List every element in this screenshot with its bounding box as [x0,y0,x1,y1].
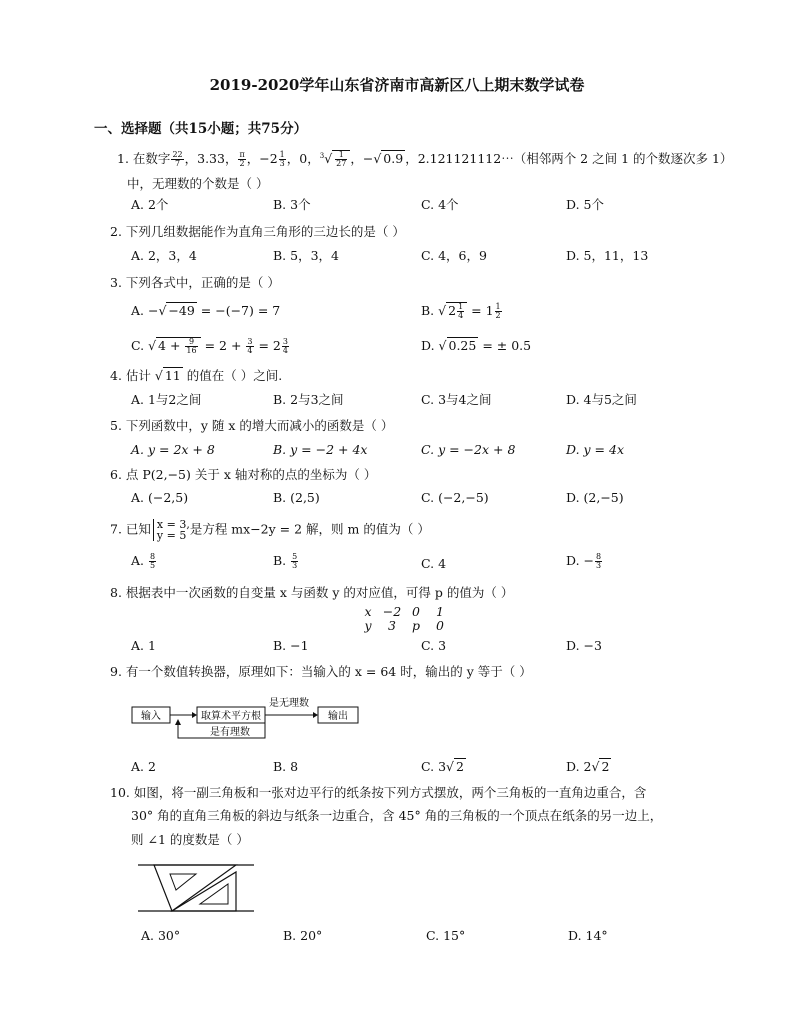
numerator: 3 [247,337,253,346]
rational-label: 是有理数 [210,727,250,738]
thirty-degree-triangle-hole [170,874,196,890]
option-prefix: D. − [566,553,594,568]
table-cell: 0 [412,604,420,619]
value-table [356,605,452,633]
table-cell: x [364,604,372,619]
table-cell: 0 [436,618,444,633]
numerator: 8 [149,552,156,561]
q4-option-d[interactable]: D. 4与5之间 [566,392,637,407]
numerator: 1 [335,151,347,160]
q1-fraction-22-7 [171,151,183,168]
q6-option-a[interactable]: A. (−2,5) [131,490,189,505]
q5-option-d[interactable]: D. y = 4x [566,442,625,457]
table-cell: y [364,618,372,633]
numerator: 1 [495,302,501,311]
q5-option-b[interactable]: B. y = −2 + 4x [273,442,368,457]
section-heading: 一、选择题（共15小题；共75分） [94,121,308,137]
q5-option-c[interactable]: C. y = −2x + 8 [421,442,516,457]
q1-text-part: ，−2 [246,151,278,167]
cube-root-index: 3 [319,152,325,160]
denominator: 3 [596,561,602,570]
question-10-line2: 30° 角的直角三角板的斜边与纸条一边重合，含 45° 角的三角板的一个顶点在纸条的另一边上， [131,808,663,823]
question-7 [110,519,430,541]
q9-option-c[interactable]: C. 3√ 2 [421,759,464,774]
denominator: 27 [336,159,347,169]
denominator: 7 [174,159,181,169]
q9-option-d[interactable]: D. 2√ 2 [566,759,610,774]
option-text: = 2 [254,338,281,353]
q1-option-d[interactable]: D. 5个 [566,197,604,212]
input-label: 输入 [141,711,161,722]
sqrt-radicand: 2 [601,759,610,774]
option-prefix: D. [421,338,439,353]
fraction [149,553,156,570]
fraction [282,338,289,355]
process-label: 取算术平方根 [201,711,261,722]
arrow-head [175,719,181,725]
q6-option-b[interactable]: B. (2,5) [273,490,320,505]
q1-number: 1. [117,151,129,167]
document-title: 2019-2020学年山东省济南市高新区八上期末数学试卷 [209,76,585,94]
q7-option-b[interactable] [273,553,299,570]
question-4: 4. 估计 √ 11 的值在（ ）之间. [110,368,283,383]
q8-option-b[interactable]: B. −1 [273,638,309,653]
question-10-line1: 10. 如图，将一副三角板和一张对边平行的纸条按下列方式摆放，两个三角板的一直角边重合，含 [110,785,647,800]
numerator: 9 [185,338,197,347]
numerator: 3 [282,337,288,346]
denominator: 4 [458,311,464,320]
q7-option-c[interactable]: C. 4 [421,556,447,571]
q10-option-d[interactable]: D. 14° [568,928,608,943]
q2-option-a[interactable]: A. 2，3，4 [131,248,197,263]
q3-option-c[interactable]: C. √ 4 + $\frac{9}{16}$ = 2 + $\frac{3}{4}$ = 2 $\frac{3}{4}$ [131,337,288,355]
denominator: 3 [292,561,298,570]
q8-option-d[interactable]: D. −3 [566,638,602,653]
sqrt-radicand: 2 [456,759,464,774]
q8-option-c[interactable]: C. 3 [421,638,447,653]
question-3: 3. 下列各式中，正确的是（ ） [110,275,280,290]
denominator: 3 [279,159,285,169]
table-cell: −2 [382,604,402,619]
arrow-head [192,712,197,718]
q4-suffix: 的值在（ ）之间. [182,368,283,383]
q2-option-c[interactable]: C. 4，6，9 [421,248,487,263]
q10-option-a[interactable]: A. 30° [141,928,181,943]
denominator: 2 [239,159,245,169]
q2-option-d[interactable]: D. 5，11，13 [566,248,649,263]
option-prefix: A. [131,553,148,568]
flow-diagram [130,692,370,744]
option-prefix: B. [273,553,291,568]
arrow-head [313,712,318,718]
denominator: 5 [149,561,156,570]
equation-line: y = 5 [156,529,187,542]
option-prefix: D. 2 [566,759,592,774]
option-text: 4 + [158,338,185,353]
equation-system [153,519,190,541]
q5-option-a[interactable]: A. y = 2x + 8 [131,442,215,457]
question-10-line3: 则 ∠1 的度数是（ ） [131,832,249,847]
numerator: π [239,150,245,160]
numerator: 22 [172,150,183,160]
q10-option-c[interactable]: C. 15° [426,928,466,943]
numerator: 5 [292,552,298,561]
denominator: 2 [495,311,501,320]
q3-option-a[interactable]: A. −√ −49 = −(−7) = 7 [131,303,281,318]
sqrt-radicand: 0.25 [448,338,477,353]
numerator: 1 [458,302,464,311]
q1-prefix: 在数字 [132,151,171,167]
question-2: 2. 下列几组数据能作为直角三角形的三边长的是（ ） [110,224,405,239]
q9-option-a[interactable]: A. 2 [131,759,156,774]
table-row [356,605,452,619]
fraction [457,303,464,320]
denominator: 16 [186,346,197,355]
option-text: = −(−7) = 7 [196,303,281,318]
whole-number: 2 [448,303,457,318]
sqrt-radicand [156,337,201,353]
q6-option-d[interactable]: D. (2,−5) [566,490,624,505]
q3-option-b[interactable]: B. √ 2 $\frac{1}{4}$ = 1 $\frac{1}{2}$ [421,302,501,320]
forty-five-degree-triangle [172,872,236,911]
numerator: 8 [596,552,602,561]
q4-option-c[interactable]: C. 3与4之间 [421,392,492,407]
q1-option-b[interactable]: B. 3个 [273,197,311,212]
option-text: = ± 0.5 [478,338,532,353]
q1-option-a[interactable]: A. 2个 [131,197,169,212]
q7-prefix: 7. 已知 [110,521,151,537]
question-5: 5. 下列函数中，y 随 x 的增大而减小的函数是（ ） [110,418,394,433]
option-prefix: A. − [131,303,159,318]
cube-root-radicand [332,150,350,169]
denominator: 4 [282,346,288,355]
q8-option-a[interactable]: A. 1 [131,638,156,653]
table-cell: 1 [436,604,444,619]
q7-option-d[interactable] [566,553,603,570]
numerator: 1 [279,150,285,160]
sqrt-radicand: 0.9 [383,151,404,167]
q9-option-b[interactable]: B. 8 [273,759,299,774]
question-9: 9. 有一个数值转换器，原理如下：当输入的 x = 64 时，输出的 y 等于（ ） [110,664,532,679]
q1-text-part: ，− [350,151,374,167]
sqrt-radicand: 11 [164,368,181,383]
q1-text-part: ，3.33， [184,151,238,167]
output-label: 输出 [328,711,348,722]
fraction [495,303,502,320]
fraction [291,553,298,570]
question-1-line1: 1. 在数字 $\frac{22}{7}$ ，3.33， $\frac{\pi}{2}$ ，−2 $\frac{1}{3}$ ，0，$^3$√ $\frac{1}{27}$ ，−√ 0.9 ，2.121121112⋯（相邻两个 2 之间 1 的个数逐次多 1） [117,150,733,169]
triangle-ruler-figure [138,860,254,916]
question-1-line2: 中，无理数的个数是（ ） [127,176,269,191]
forty-five-degree-triangle-hole [200,884,228,904]
q4-option-b[interactable]: B. 2与3之间 [273,392,344,407]
option-text: = 1 [467,303,494,318]
q2-option-b[interactable]: B. 5，3，4 [273,248,339,263]
q4-option-a[interactable]: A. 1与2之间 [131,392,202,407]
irrational-label: 是无理数 [269,698,309,709]
table-row [356,619,452,633]
q7-suffix: 是方程 mx−2y = 2 解，则 m 的值为（ ） [189,521,430,537]
q1-fraction-1-27 [335,151,347,168]
q1-fraction-1-3 [279,151,286,168]
q4-prefix: 4. 估计 [110,368,155,383]
equation-line: x = 3, [156,518,190,531]
q1-text-part: ，2.121121112⋯（相邻两个 2 之间 1 的个数逐次多 1） [405,151,733,167]
option-text: = 2 + [200,338,246,353]
table-cell: 3 [388,618,396,633]
option-prefix: B. [421,303,439,318]
option-prefix: C. [131,338,149,353]
sqrt-radicand [446,302,467,318]
fraction [185,338,197,355]
fraction [246,338,253,355]
q7-option-a[interactable] [131,553,157,570]
q3-option-d[interactable]: D. √ 0.25 = ± 0.5 [421,338,532,353]
question-6: 6. 点 P(2,−5) 关于 x 轴对称的点的坐标为（ ） [110,467,377,482]
table-cell: p [411,618,420,633]
q1-option-c[interactable]: C. 4个 [421,197,459,212]
question-8: 8. 根据表中一次函数的自变量 x 与函数 y 的对应值，可得 p 的值为（ ） [110,585,514,600]
sqrt-radicand: −49 [168,303,195,318]
q10-option-b[interactable]: B. 20° [283,928,323,943]
q6-option-c[interactable]: C. (−2,−5) [421,490,489,505]
q1-text-part: ，0， [286,151,320,167]
denominator: 4 [247,346,253,355]
q1-fraction-pi-2 [238,151,245,168]
fraction [595,553,602,570]
option-prefix: C. 3 [421,759,447,774]
